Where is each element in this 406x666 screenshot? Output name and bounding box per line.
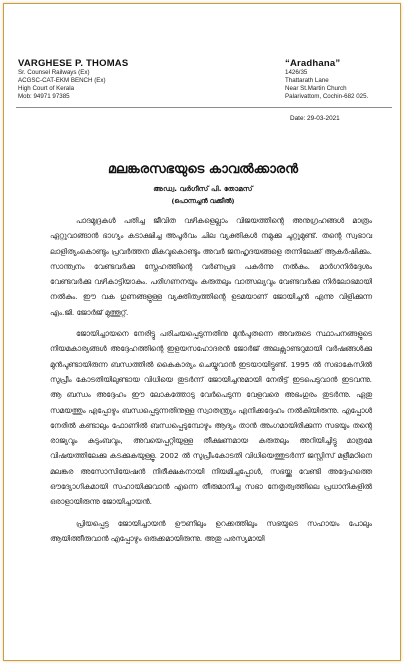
address-line: Near St.Martin Church [285, 85, 347, 92]
sender-line: Mob: 94971 97385 [18, 93, 70, 100]
article-author: അഡ്വ. വർഗീസ് പി. തോമസ് [153, 184, 253, 193]
address-line: Palarivattom, Cochin-682 025. [285, 93, 369, 100]
article-paragraph: പാദമുദ്രകൾ പതിച്ച ജീവിത വഴികളെല്ലാം വിജയത്തിന്റെ അനുഗ്രഹങ്ങൾ മാത്രം ഏറ്റുവാങ്ങാൻ ഭാഗ്യം കടാക്ഷിച്ച അപൂർവം ചില വ്യക്തികൾ നമുക്കു ചുറ്റുമുണ്ട്. തന്റെ സ്വഭാവ ലാളിത്യംകൊണ്ടും പ്രവർത്തന മികവുകൊണ്ടും അവർ ജനഹൃദയങ്ങളെ തന്നിലേക്ക് ആകർഷിക്കും. സാന്ത്വനം വേണ്ടവർക്കു സ്നേഹത്തിന്റെ വർണപ്രഭ പകർന്നു നൽകും. മാർഗനിർദ്ദേശം വേണ്ടവർക്കു വഴികാട്ടിയാകും. പരിഗണനയും കരുതലും വാത്സല്യവും വേണ്ടവർക്കു നിർലോഭമായി നൽകും. ഈ വക ഗുണങ്ങളുള്ള വ്യക്തിത്വത്തിന്റെ ഉടമയാണ് ജോയിച്ചൻ എന്നു വിളിക്കുന്ന എം.ജി. ജോർജ് മുത്തൂറ്റ്. [50, 216, 372, 317]
sender-line: High Court of Kerala [18, 85, 75, 92]
sender-line: ACGSC-CAT-EKM BENCH (Ex) [18, 77, 106, 84]
article-author-alias: (പൊന്നച്ചൻ വക്കീൽ) [171, 197, 235, 205]
sender-line: Sr. Counsel Railways (Ex) [18, 69, 90, 76]
address-line: Thattarath Lane [285, 77, 329, 84]
sender-block [18, 58, 128, 101]
address-block [285, 58, 368, 101]
article-body [50, 213, 372, 552]
article-paragraph: പ്രിയപ്പെട്ട ജോയിച്ചായൻ ഊണിലും ഉറക്കത്തിലും സഭയുടെ സഹായം പോലും ആയിത്തീരുവാൻ എപ്പോഴും ഒരുക്കമായിരുന്നു. അതു പരസ്യമായി [50, 518, 372, 543]
house-name: “Aradhana” [285, 58, 341, 69]
header-divider [16, 107, 392, 108]
article-paragraph: ജോയിച്ചായനെ നേരിട്ടു പരിചയപ്പെടുന്നതിനു മുൻപുതന്നെ അവരുടെ സ്ഥാപനങ്ങളുടെ നിയമകാര്യങ്ങൾ അദ്ദേഹത്തിന്റെ ഇളയസഹോദരൻ ജോർജ് അലക്സാണ്ടറുമായി വർഷങ്ങൾക്കു മുൻപുണ്ടായിരുന്ന ബന്ധത്തിൽ കൈകാര്യം ചെയ്യുവാൻ ഇടയായിട്ടുണ്ട്. 1995 ൽ സഭാകേസിൽ സുപ്രീം കോടതിയിലുണ്ടായ വിധിയെ തുടർന്ന് ജോയിച്ചനുമായി നേരിട്ട് ഇടപെടുവാൻ ഇടവന്നു. ആ ബന്ധം അദ്ദേഹം ഈ ലോകത്തോടു വേർപെടുന്ന വേളവരെ അഭംഗുരം തുടർന്നു. ഏതു സമയത്തും എപ്പോഴും ബന്ധപ്പെടുന്നതിനുള്ള സ്വാതന്ത്ര്യം എനിക്കദ്ദേഹം നൽകിയിരുന്നു. എപ്പോൾ നേരിൽ കണ്ടാലും ഫോണിൽ ബന്ധപ്പെടുമ്പോഴും ആദ്യം താൻ അംഗമായിരിക്കുന്ന സഭയും തന്റെ രാജ്യവും കുടുംബവും, അവയെപ്പറ്റിയുള്ള തീക്ഷണമായ കരുതലും അറിയിച്ചിട്ടു മാത്രമേ വിഷയത്തിലേക്കു കടക്കുകയുള്ളൂ. 2002 ൽ സുപ്രീംകോടതി വിധിയെത്തുടർന്ന് ജസ്റ്റിസ് മളീമഠിനെ മലങ്കര അസോസിയേഷൻ നിരീക്ഷകനായി നിയമിച്ചപ്പോൾ, സഭയ്ക്കു വേണ്ടി അദ്ദേഹത്തെ ഔദ്യോഗികമായി സഹായിക്കുവാൻ എന്നെ തീരുമാനിച്ച സഭാ നേതൃത്വത്തിലെ പ്രധാനികളിൽ ഒരാളായിരുന്നു ജോയിച്ചായൻ. [50, 329, 372, 507]
article-title: മലങ്കരസഭയുടെ കാവൽക്കാരൻ [108, 162, 298, 177]
address-line: 1426/35 [285, 69, 308, 76]
sender-name: VARGHESE P. THOMAS [18, 58, 129, 69]
letter-date: Date: 29-03-2021 [290, 115, 340, 122]
